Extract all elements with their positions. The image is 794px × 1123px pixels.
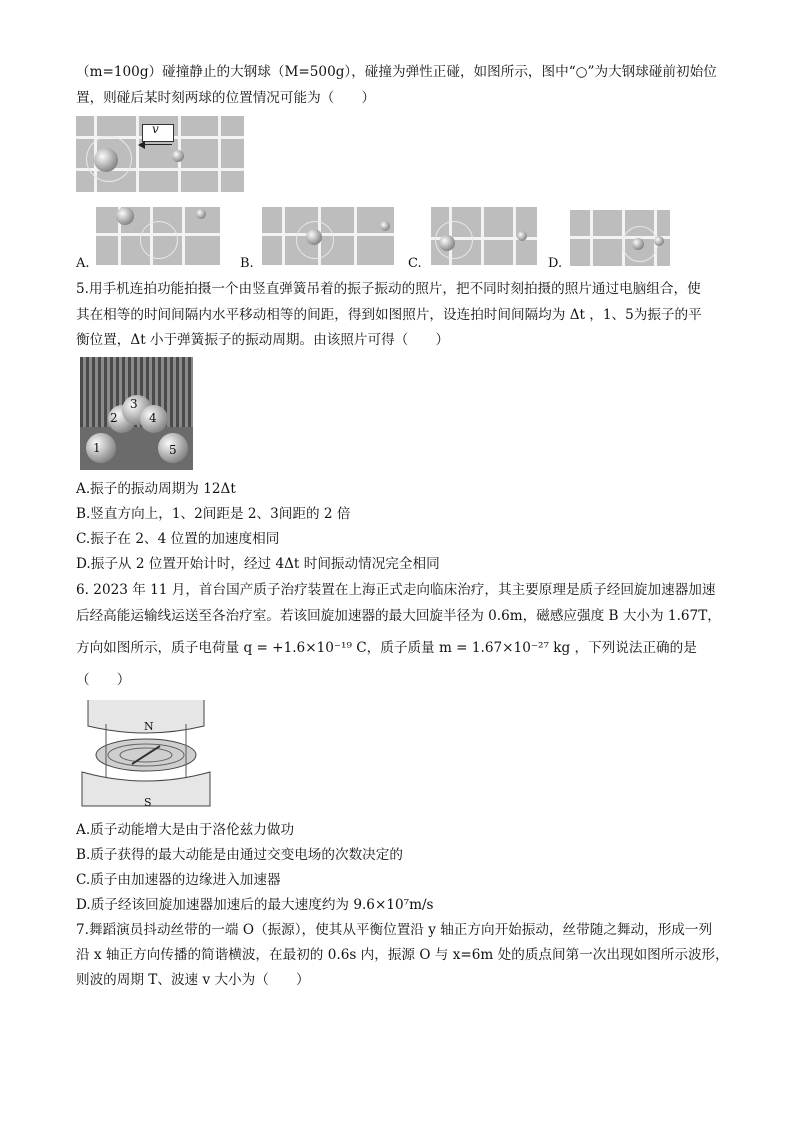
q4-option-c-label: C. <box>408 256 422 271</box>
q4-option-d-photo <box>570 210 670 266</box>
q6-option-d[interactable]: D.质子经该回旋加速器加速后的最大速度约为 9.6×10⁷m/s <box>76 897 434 913</box>
q5-line-2: 其在相等的时间间隔内水平移动相等的间距，得到如图照片，设连拍时间间隔均为 Δt ，1、5为振子的平 <box>76 307 702 323</box>
q6-line-1: 6. 2023 年 11 月，首台国产质子治疗装置在上海正式走向临床治疗，其主要原理是质子经回旋加速器加速 <box>76 582 716 598</box>
cyclotron-svg <box>76 700 226 810</box>
q4-option-b-label: B. <box>240 256 254 271</box>
q6-option-b[interactable]: B.质子获得的最大动能是由通过交变电场的次数决定的 <box>76 847 403 863</box>
ball-label-1: 1 <box>93 441 101 455</box>
velocity-label: v <box>152 122 159 136</box>
q4-option-a-photo <box>96 207 220 265</box>
magnet-north-label: N <box>144 720 154 733</box>
ball-label-2: 2 <box>110 411 118 425</box>
q6-option-a[interactable]: A.质子动能增大是由于洛伦兹力做功 <box>76 822 295 838</box>
q4-option-b-photo <box>262 207 394 265</box>
q6-option-c[interactable]: C.质子由加速器的边缘进入加速器 <box>76 872 281 888</box>
q5-oscillator-photo <box>80 357 193 470</box>
q5-option-d[interactable]: D.振子从 2 位置开始计时，经过 4Δt 时间振动情况完全相同 <box>76 556 440 572</box>
ball-label-4: 4 <box>149 411 157 425</box>
ball-label-5: 5 <box>169 443 177 457</box>
magnet-south-label: S <box>144 796 152 809</box>
q7-line-1: 7.舞蹈演员抖动丝带的一端 O（振源），使其从平衡位置沿 y 轴正方向开始振动，丝带随之舞动，形成一列 <box>76 922 713 938</box>
cyclotron-diagram <box>76 700 226 810</box>
q5-option-b[interactable]: B.竖直方向上，1、2间距是 2、3间距的 2 倍 <box>76 506 351 522</box>
q6-line-4: （ ） <box>76 672 131 688</box>
q5-line-3: 衡位置，Δt 小于弹簧振子的振动周期。由该照片可得（ ） <box>76 332 450 348</box>
q5-option-a[interactable]: A.振子的振动周期为 12Δt <box>76 481 236 497</box>
q4-line-2: 置，则碰后某时刻两球的位置情况可能为（ ） <box>76 90 376 106</box>
q4-collision-photo <box>76 116 244 192</box>
q5-option-c[interactable]: C.振子在 2、4 位置的加速度相同 <box>76 531 280 547</box>
q4-option-c-photo <box>431 207 537 265</box>
q7-line-2: 沿 x 轴正方向传播的简谐横波，在最初的 0.6s 内，振源 O 与 x=6m 处的质点间第一次出现如图所示波形， <box>76 947 729 963</box>
q7-line-3: 则波的周期 T、波速 v 大小为（ ） <box>76 972 310 988</box>
ball-label-3: 3 <box>130 397 138 411</box>
q4-line-1: （m=100g）碰撞静止的大钢球（M=500g），碰撞为弹性正碰，如图所示，图中“○”为大钢球碰前初始位 <box>76 64 717 80</box>
q5-line-1: 5.用手机连拍功能拍摄一个由竖直弹簧吊着的振子振动的照片，把不同时刻拍摄的照片通过电脑组合，使 <box>76 281 701 297</box>
q4-option-a-label: A. <box>76 256 90 271</box>
q6-line-3: 方向如图所示，质子电荷量 q = +1.6×10⁻¹⁹ C，质子质量 m = 1.67×10⁻²⁷ kg ，下列说法正确的是 <box>76 640 697 656</box>
q6-line-2: 后经高能运输线运送至各治疗室。若该回旋加速器的最大回旋半径为 0.6m，磁感应强度 B 大小为 1.67T， <box>76 608 721 624</box>
q4-option-d-label: D. <box>548 256 563 271</box>
